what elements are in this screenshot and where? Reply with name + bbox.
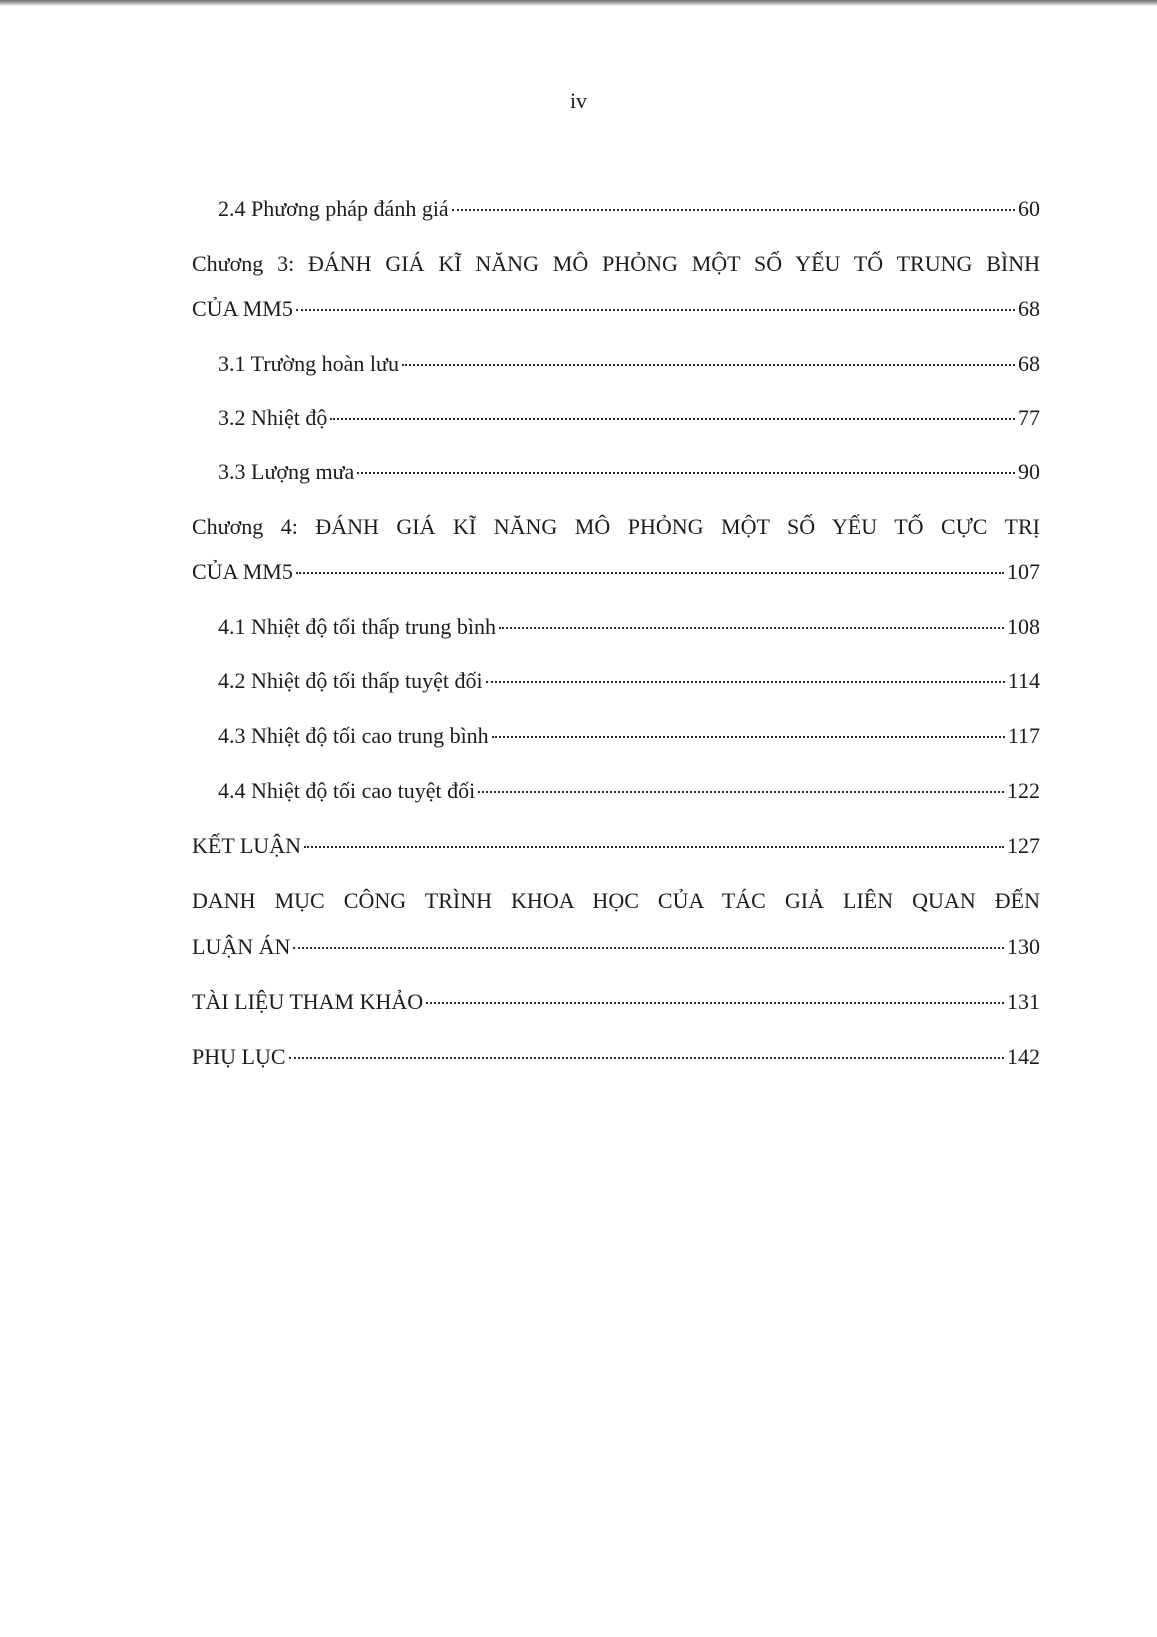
toc-entry-page: 127	[1007, 833, 1040, 858]
toc-entry-4-4[interactable]	[218, 777, 1040, 805]
toc-entry-3-1[interactable]	[218, 350, 1040, 378]
dot-leader	[478, 791, 1004, 793]
dot-leader	[452, 209, 1015, 211]
toc-entry-appendix[interactable]	[192, 1043, 1040, 1071]
dot-leader	[304, 846, 1004, 848]
toc-entry-page: 90	[1018, 459, 1040, 484]
page-number: iv	[569, 88, 588, 113]
toc-entry-publications[interactable]	[192, 933, 1040, 961]
toc-entry-2-4[interactable]	[218, 195, 1040, 223]
toc-entry-page: 131	[1007, 989, 1040, 1014]
toc-entry-4-1[interactable]	[218, 613, 1040, 641]
toc-entry-page: 108	[1007, 614, 1040, 639]
dot-leader	[499, 627, 1004, 629]
toc-entry-label: 4.3 Nhiệt độ tối cao trung bình	[218, 723, 489, 748]
scan-top-edge	[0, 0, 1157, 6]
dot-leader	[330, 418, 1015, 420]
toc-entry-label: 2.4 Phương pháp đánh giá	[218, 196, 449, 221]
dot-leader	[289, 1057, 1004, 1059]
toc-entry-chapter-4[interactable]	[192, 558, 1040, 586]
toc-entry-page: 77	[1018, 405, 1040, 430]
dot-leader	[426, 1002, 1004, 1004]
toc-entry-page: 68	[1018, 296, 1040, 321]
dot-leader	[492, 736, 1005, 738]
toc-entry-label: CỦA MM5	[192, 296, 293, 321]
toc-entry-page: 107	[1007, 559, 1040, 584]
toc-entry-label: PHỤ LỤC	[192, 1044, 286, 1069]
dot-leader	[357, 472, 1015, 474]
toc-entry-page: 114	[1007, 668, 1040, 693]
toc-entry-label: CỦA MM5	[192, 559, 293, 584]
toc-entry-page: 60	[1018, 196, 1040, 221]
toc-entry-label: 3.1 Trường hoàn lưu	[218, 351, 399, 376]
toc-entry-page: 142	[1007, 1044, 1040, 1069]
toc-entry-chapter-4-title[interactable]: Chương 4: ĐÁNH GIÁ KĨ NĂNG MÔ PHỎNG MỘT SỐ YẾU TỐ CỰC TRỊ	[192, 514, 1040, 539]
toc-entry-references[interactable]	[192, 988, 1040, 1016]
toc-entry-label: TÀI LIỆU THAM KHẢO	[192, 989, 424, 1014]
toc-entry-4-2[interactable]	[218, 667, 1040, 695]
dot-leader	[293, 947, 1004, 949]
toc-entry-chapter-3-title[interactable]: Chương 3: ĐÁNH GIÁ KĨ NĂNG MÔ PHỎNG MỘT SỐ YẾU TỐ TRUNG BÌNH	[192, 251, 1040, 276]
dot-leader	[402, 364, 1015, 366]
toc-entry-publications-title[interactable]: DANH MỤC CÔNG TRÌNH KHOA HỌC CỦA TÁC GIẢ LIÊN QUAN ĐẾN	[192, 888, 1040, 913]
toc-entry-page: 122	[1007, 778, 1040, 803]
toc-entry-conclusion[interactable]	[192, 832, 1040, 860]
toc-entry-label: KẾT LUẬN	[192, 833, 301, 858]
toc-entry-3-2[interactable]	[218, 404, 1040, 432]
dot-leader	[296, 572, 1004, 574]
toc-entry-page: 130	[1007, 934, 1040, 959]
toc-entry-chapter-3[interactable]	[192, 295, 1040, 323]
toc-entry-4-3[interactable]	[218, 722, 1040, 750]
toc-entry-page: 68	[1018, 351, 1040, 376]
toc-entry-label: 3.3 Lượng mưa	[218, 459, 355, 484]
toc-entry-3-3[interactable]	[218, 458, 1040, 486]
toc-entry-label: 4.4 Nhiệt độ tối cao tuyệt đối	[218, 778, 476, 803]
toc-entry-page: 117	[1007, 723, 1040, 748]
toc-entry-label: LUẬN ÁN	[192, 934, 291, 959]
toc-entry-label: 4.2 Nhiệt độ tối thấp tuyệt đối	[218, 668, 483, 693]
dot-leader	[486, 681, 1005, 683]
toc-entry-label: 4.1 Nhiệt độ tối thấp trung bình	[218, 614, 497, 639]
dot-leader	[296, 309, 1015, 311]
toc-entry-label: 3.2 Nhiệt độ	[218, 405, 328, 430]
